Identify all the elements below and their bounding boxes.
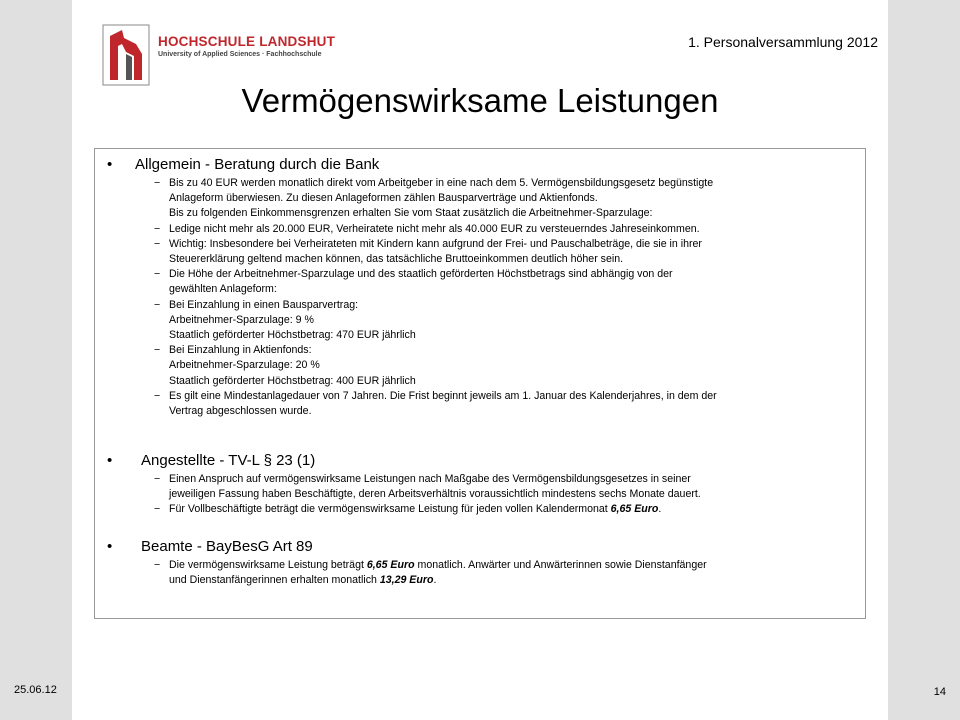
item-line: Bis zu 40 EUR werden monatlich direkt vom Arbeitgeber in eine nach dem 5. Vermögensbildungsgesetz begünstigte	[169, 177, 714, 189]
footer-date: 25.06.12	[14, 684, 57, 696]
list-item	[107, 298, 859, 344]
section-title-text: Angestellte - TV-L § 23 (1)	[141, 452, 316, 469]
list-item	[107, 343, 859, 389]
item-line: Arbeitnehmer-Sparzulage: 20 %	[169, 359, 320, 372]
section-title-text: Beamte - BayBesG Art 89	[141, 538, 313, 555]
item-line	[169, 502, 859, 517]
item-line: Die Höhe der Arbeitnehmer-Sparzulage und des staatlich geförderten Höchstbetrags sind abhängig von der	[169, 268, 673, 281]
list-item	[107, 222, 859, 237]
item-text: .	[658, 503, 662, 516]
university-logo	[102, 24, 342, 86]
page-title: Vermögenswirksame Leistungen	[241, 82, 719, 119]
dash-icon: −	[154, 268, 161, 281]
item-line	[169, 573, 859, 588]
item-list	[107, 558, 859, 588]
list-item	[107, 502, 859, 517]
section-title	[107, 537, 859, 556]
item-list	[107, 472, 859, 518]
item-line: Einen Anspruch auf vermögenswirksame Leistungen nach Maßgabe des Vermögensbildungsgesetzes in seiner	[169, 473, 691, 485]
section-title-text: Allgemein - Beratung durch die Bank	[135, 156, 380, 173]
item-line: gewählten Anlageform:	[169, 283, 277, 296]
item-line: Bei Einzahlung in einen Bausparvertrag:	[169, 298, 359, 311]
content-box	[94, 148, 866, 619]
item-text: .	[433, 574, 437, 587]
bullet-icon: •	[107, 156, 113, 173]
dash-icon: −	[154, 237, 161, 250]
item-line: Staatlich geförderter Höchstbetrag: 400 EUR jährlich	[169, 374, 416, 387]
item-line: Arbeitnehmer-Sparzulage: 9 %	[169, 313, 314, 326]
amount-value: 6,65 Euro	[366, 559, 415, 571]
section-angestellte	[107, 451, 859, 518]
university-subtitle: University of Applied Sciences · Fachhochschule	[158, 51, 322, 58]
university-emblem-icon	[102, 24, 150, 86]
dash-icon: −	[154, 177, 161, 189]
amount-value: 13,29 Euro	[379, 574, 434, 587]
item-text: und Dienstanfängerinnen erhalten monatlich	[169, 574, 380, 587]
item-line: Staatlich geförderter Höchstbetrag: 470 EUR jährlich	[169, 329, 416, 342]
university-name: HOCHSCHULE LANDSHUT	[158, 34, 336, 49]
item-line: Es gilt eine Mindestanlagedauer von 7 Jahren. Die Frist beginnt jeweils am 1. Januar des Kalenderjahres, in dem der	[169, 389, 717, 402]
dash-icon: −	[154, 503, 161, 516]
dash-icon: −	[154, 389, 161, 402]
item-line: Bis zu folgenden Einkommensgrenzen erhalten Sie vom Staat zusätzlich die Arbeitnehmer-Sparzulage:	[169, 207, 653, 220]
page-number: 14	[933, 686, 946, 698]
list-item	[107, 472, 859, 502]
section-beamte	[107, 537, 859, 588]
bullet-icon: •	[107, 538, 113, 555]
dash-icon: −	[154, 473, 161, 485]
event-title: 1. Personalversammlung 2012	[688, 34, 878, 50]
amount-value: 6,65 Euro	[610, 503, 659, 516]
item-line: Vertrag abgeschlossen wurde.	[169, 405, 312, 418]
item-line: Steuererklärung geltend machen können, das tatsächliche Bruttoeinkommen deutlich höher sein.	[169, 253, 624, 266]
dash-icon: −	[154, 559, 161, 571]
list-item	[107, 558, 859, 588]
dash-icon: −	[154, 298, 161, 311]
list-item	[107, 389, 859, 419]
slide	[72, 0, 888, 720]
item-text: Die vermögenswirksame Leistung beträgt	[169, 559, 367, 571]
section-title	[107, 155, 859, 174]
item-line	[169, 558, 859, 573]
item-line: Ledige nicht mehr als 20.000 EUR, Verheiratete nicht mehr als 40.000 EUR zu versteuerndes Jahreseinkommen.	[169, 222, 700, 235]
item-text: monatlich. Anwärter und Anwärterinnen sowie Dienstanfänger	[414, 559, 707, 571]
bullet-icon: •	[107, 452, 113, 469]
dash-icon: −	[154, 222, 161, 235]
item-list	[107, 176, 859, 419]
list-item	[107, 267, 859, 297]
section-title	[107, 451, 859, 470]
item-line: Bei Einzahlung in Aktienfonds:	[169, 344, 312, 357]
list-item	[107, 176, 859, 222]
item-line: jeweiligen Fassung haben Beschäftigte, deren Arbeitsverhältnis voraussichtlich mindestens sechs Monate dauert.	[169, 488, 701, 501]
section-allgemein	[107, 155, 859, 419]
item-line: Anlageform überwiesen. Zu diesen Anlageformen zählen Bausparverträge und Aktienfonds.	[169, 192, 598, 205]
item-line: Wichtig: Insbesondere bei Verheirateten mit Kindern kann aufgrund der Frei- und Pauschalbeträge, die sie in ihrer	[169, 237, 702, 250]
item-text: Für Vollbeschäftigte beträgt die vermögenswirksame Leistung für jeden vollen Kalendermonat	[169, 503, 611, 516]
dash-icon: −	[154, 344, 161, 357]
list-item	[107, 237, 859, 267]
